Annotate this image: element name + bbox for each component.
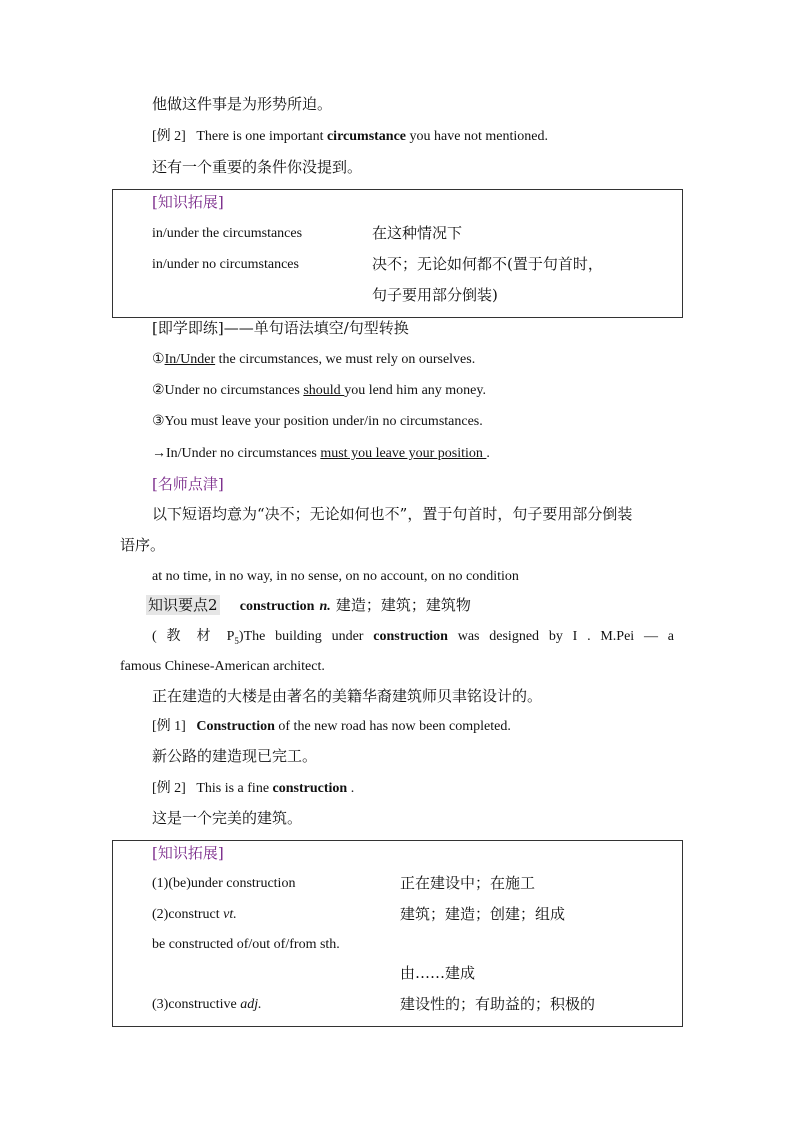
example-text: . (347, 781, 355, 796)
tips-title: [名师点津] (152, 475, 224, 493)
sentence-translation: 他做这件事是为形势所迫。 (152, 95, 333, 113)
example-tag: [例 2] (152, 129, 186, 144)
phrase-text: (2)construct (152, 907, 224, 922)
headword: construction (239, 599, 315, 614)
phrase: (1)(be)under construction (152, 876, 296, 891)
phrase (152, 908, 237, 922)
page-number: 5 (234, 635, 239, 646)
phrase-meaning: 建设性的；有助益的；积极的 (400, 995, 596, 1013)
keyword: circumstance (326, 129, 407, 144)
example-text: of the new road has now been completed. (274, 719, 511, 734)
point-tag: 知识要点2 (148, 596, 218, 614)
example-2 (152, 130, 548, 144)
item-text: you lend him any money. (344, 383, 486, 398)
example-text: There is one important (196, 129, 327, 144)
textbook-sentence-cont: famous Chinese-American architect. (120, 659, 325, 674)
phrase-meaning: 正在建设中；在施工 (400, 874, 536, 892)
part-of-speech: n. (319, 599, 331, 614)
phrase-meaning: 决不；无论如何都不(置于句首时， (372, 255, 603, 273)
phrase-meaning: 在这种情况下 (372, 224, 463, 242)
answer: In/Under (164, 352, 216, 367)
textbook-translation: 正在建造的大楼是由著名的美籍华裔建筑师贝聿铭设计的。 (152, 687, 543, 705)
phrase-meaning: 由……建成 (400, 964, 476, 982)
phrase-list: at no time, in no way, in no sense, on no account, on no condition (152, 569, 519, 584)
phrase-meaning: 建筑；建造；创建；组成 (400, 905, 566, 923)
practice-item-2 (152, 384, 486, 398)
item-text: →In/Under no circumstances (152, 446, 321, 461)
practice-title: [即学即练]——单句语法填空/句型转换 (152, 319, 409, 337)
example-1 (152, 720, 511, 734)
answer: should (303, 383, 345, 398)
practice-item-3: ③You must leave your position under/in no circumstances. (152, 414, 483, 429)
keyword: construction (272, 781, 348, 796)
source-text: was designed by I . M.Pei — a (447, 629, 674, 644)
textbook-sentence (152, 630, 674, 646)
item-text: the circumstances, we must rely on ourselves. (215, 352, 476, 367)
point-heading (146, 597, 471, 614)
phrase: be constructed of/out of/from sth. (152, 937, 340, 952)
example-2 (152, 782, 354, 796)
source-text: ( 教 材 P (152, 629, 235, 644)
phrase (152, 998, 262, 1012)
tips-paragraph: 以下短语均意为“决不；无论如何也不”，置于句首时，句子要用部分倒装 (152, 505, 633, 523)
keyword: construction (373, 629, 448, 644)
practice-item-1 (152, 353, 475, 367)
phrase-text: (3)constructive (152, 997, 241, 1012)
source-text: )The building under (238, 629, 374, 644)
part-of-speech: adj. (240, 997, 262, 1012)
item-number: ① (152, 352, 165, 367)
example-2-translation: 这是一个完美的建筑。 (152, 809, 303, 827)
part-of-speech: vt. (223, 907, 237, 922)
item-text: . (486, 446, 490, 461)
item-text: ②Under no circumstances (152, 383, 304, 398)
box-title: [知识拓展] (152, 193, 224, 211)
example-tag: [例 1] (152, 719, 186, 734)
phrase: in/under no circumstances (152, 257, 299, 272)
phrase: in/under the circumstances (152, 226, 303, 241)
headword-meaning: 建造；建筑；建筑物 (335, 596, 471, 614)
example-1-translation: 新公路的建造现已完工。 (152, 747, 318, 765)
keyword: Construction (196, 719, 275, 734)
tips-paragraph: 语序。 (120, 536, 166, 554)
example-2-translation: 还有一个重要的条件你没提到。 (152, 158, 363, 176)
practice-item-4 (152, 447, 490, 461)
example-tag: [例 2] (152, 781, 186, 796)
phrase-meaning: 句子要用部分倒装) (372, 286, 498, 304)
answer: must you leave your position (320, 446, 487, 461)
example-text: you have not mentioned. (406, 129, 548, 144)
box-title: [知识拓展] (152, 844, 224, 862)
example-text: This is a fine (196, 781, 273, 796)
